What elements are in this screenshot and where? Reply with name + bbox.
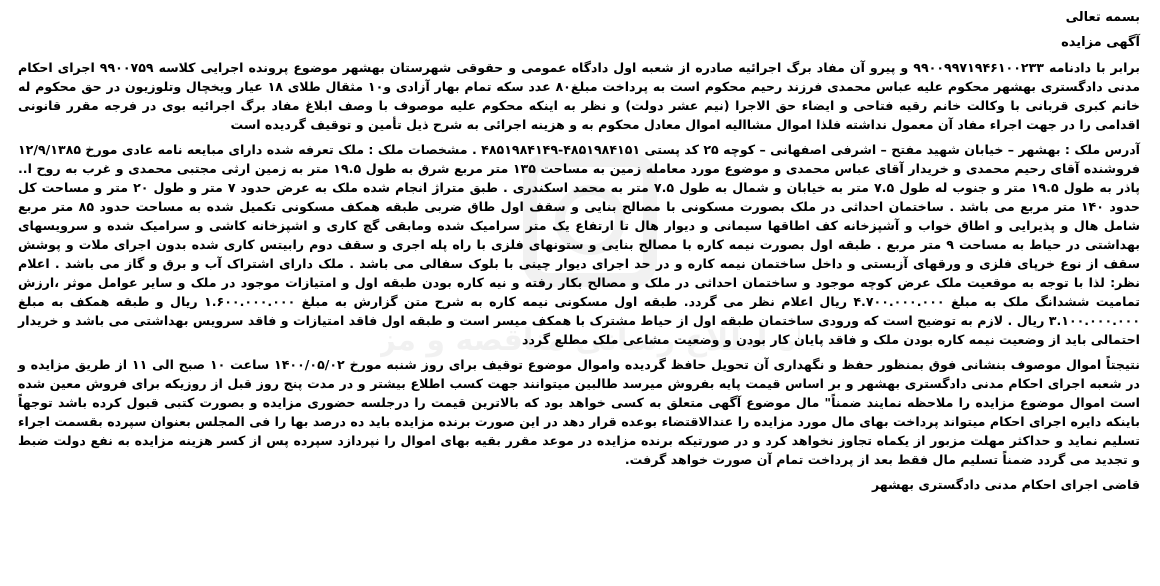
document-title: آگهی مزایده bbox=[1061, 35, 1140, 50]
signature-line: قاضی اجرای احکام مدنی دادگستری بهشهر bbox=[871, 477, 1140, 492]
notice-document bbox=[18, 8, 1140, 500]
paragraph-property-details: آدرس ملک : بهشهر – خیابان شهید مفتح – اشرفی اصفهانی – کوچه ۲۵ کد پستی ۴۸۵۱۹۸۴۱۵۱-۴۸۵۱۹۸۴۱۴۹ . مشخصات ملک : ملک تعرفه شده دارای مبایعه نامه عادی مورخ ۱۲/۹/۱۳۸۵ فروشنده آقای رحیم محمدی و خریدار آقای عباس محمدی و موضوع مورد معامله زمین به مساحت ۱۳۵ متر مربع شرق به طول ۱۹.۵ متر به زمین ارثی مجتبی محمدی و غرب به روح ا.. پاذر به طول ۱۹.۵ متر و جنوب له طول ۷.۵ متر به خیابان و شمال به طول ۷.۵ متر به محمد اسکندری . طبق متراژ انجام شده ملک به عرض حدود ۷ متر و طول ۲۰ متر و مساحت کل حدود ۱۴۰ متر مربع می باشد . ساختمان احداثی در ملک بصورت مسکونی با مصالح بنایی و سقف اول طاق ضربی طبقه همکف مسکونی تکمیل شده به مساحت حدود ۸۵ متر مربع شامل هال و پذیرایی و اطاق خواب و آشپزخانه کف اطاقها سیمانی و دیوار هال تا ارتفاع یک متر سرامیک شده ومابقی گچ کاری و اشپزخانه کاشی و سرامیک شده و سرویسهای بهداشتی در حیاط به مساحت ۹ متر مربع . طبقه اول بصورت نیمه کاره با مصالح بنایی و ستونهای فلزی با راه پله اجری و سقف دوم رابیتس کاری شده بدون اجرای ملات و پوشش سقف از نوع خرپای فلزی و ورقهای آزبستی و داخل ساختمان نیمه کاره و در حد اجرای دیوار چینی با بلوک سفالی می باشد . ملک دارای اشتراک آب و برق و گاز می باشد . اعلام نظر: لذا با توجه به موقعیت ملک عرض کوچه موجود و ساختمان احداثی در ملک و مصالح بکار رفته و نیه کاره بودن طبقه اول و امتیازات موجود در ملک و سایر عوامل موثر ،ارزش تمامیت ششدانگ ملک به مبلغ ۴.۷۰۰.۰۰۰.۰۰۰ ریال اعلام نظر می گردد. طبقه اول مسکونی نیمه کاره به شرح متن گزارش به مبلغ ۱.۶۰۰.۰۰۰.۰۰۰ ریال و طبقه همکف به مبلغ ۳.۱۰۰.۰۰۰.۰۰۰ ریال . لازم به توضیح است که ورودی ساختمان طبقه اول از حیاط مشترک با همکف میسر است و طبقه اول فاقد امتیازات و فاقد سرویس بهداشتی می باشد و خریدار احتمالی باید از وضعیت نیمه کاره بودن ملک و فاقد پایان کار بودن و وضعیت مشاعی ملک مطلع گردد bbox=[18, 142, 1140, 347]
document-heading: بسمه تعالی bbox=[1065, 10, 1140, 25]
paragraph-intro: برابر با دادنامه ۹۹۰۰۹۹۷۱۹۴۶۱۰۰۲۳۳ و پیرو آن مفاد برگ اجرائیه صادره از شعبه اول دادگاه عمومی و حقوقی شهرستان بهشهر موضوع پرونده اجرایی کلاسه ۹۹۰۰۷۵۹ اجرای احکام مدنی دادگستری بهشهر محکوم علیه عباس محمدی فرزند رحیم محکوم است به پرداخت مبلغ۸۰ عدد سکه تمام بهار آزادی و۱۰ مثقال طلای ۱۸ عیار ویخچال وتلوزیون در حق محکوم له خانم کبری قربانی با وکالت خانم رقیه فتاحی و ایضاء حق الاجرا (نیم عشر دولت) و نظر به اینکه محکوم علیه موصوف با وصف ابلاغ مفاد برگ اجرائیه بوی در فرجه مقرر قانونی اقدامی را در جهت اجراء مفاد آن معمول نداشته فلذا اموال مشاالیه اموال معادل محکوم به و هزینه اجرائی به شرح ذیل تأمین و توقیف گردیده است bbox=[18, 60, 1141, 132]
paragraph-auction-terms: نتیجتاً اموال موصوف بنشانی فوق بمنظور حفظ و نگهداری آن تحویل حافظ گردیده واموال موضوع توقیف برای روز شنبه مورخ ۱۴۰۰/۰۵/۰۲ ساعت ۱۰ صبح الی ۱۱ از طریق مزایده و در شعبه اجرای احکام مدنی دادگستری بهشهر و بر اساس قیمت پایه بفروش میرسد طالبین میتوانند جهت کسب اطلاع بیشتر و در مدت پنج روز قبل از روزیکه برای فروش معین شده است اموال موضوع مزایده را ملاحظه نمایند ضمناً" مال موضوع آگهی متعلق به کسی خواهد بود که بالاترین قیمت را درجلسه حضوری مزایده و بصورت کتبی قبول کرده باشد توجهاً باینکه دایره اجرای احکام میتواند پرداخت بهای مال مورد مزایده را عندالاقتضاء بوعده قرار دهد در این صورت برنده مزایده باید ده درصد بها را فی المجلس بعنوان سپرده بقسمت اجراء تسلیم نماید و حداکثر مهلت مزبور از یکماه تجاوز نخواهد کرد و در صورتیکه برنده مزایده در موعد مقرر بقیه بهای اموال را نپردازد سپرده پس از کسر هزینه مزایده به نفع دولت ضبط و تجدید می گردد ضمناً تسلیم مال فقط بعد از پرداخت تمام آن صورت خواهد گرفت. bbox=[18, 357, 1141, 467]
svg-text:پایگاه اطلاع رسانی مناقصه و مز: ه اطلاع رسانی مناقصه و مز bbox=[380, 323, 796, 358]
